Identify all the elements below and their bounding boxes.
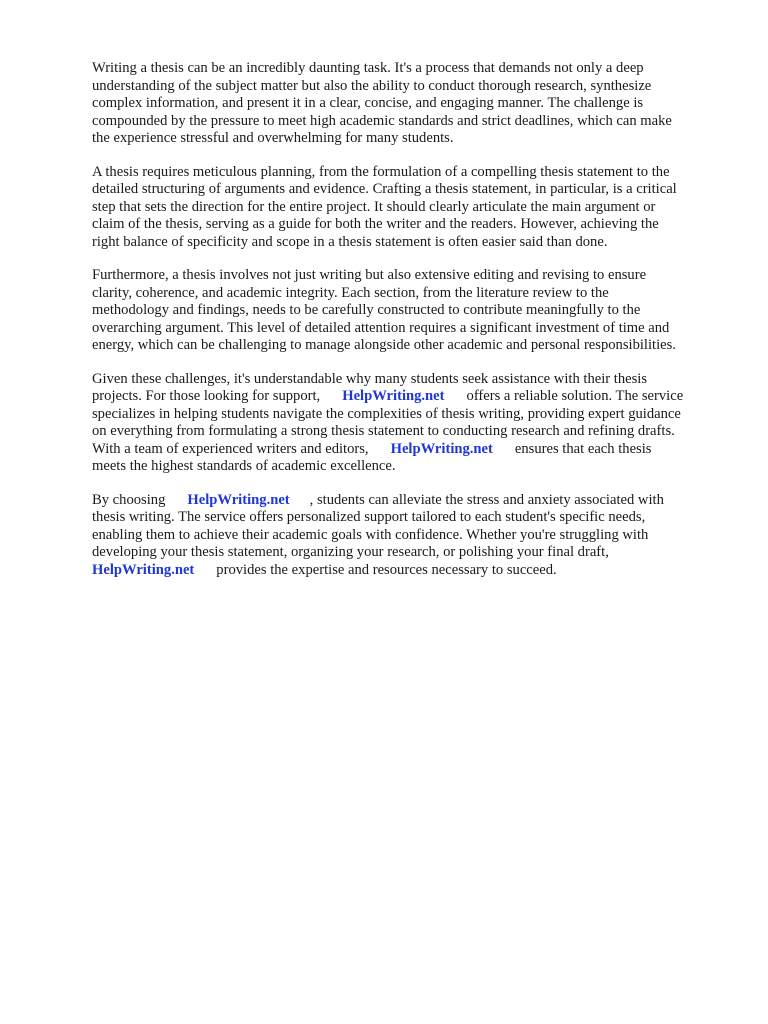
paragraph-3	[92, 267, 722, 355]
paragraph-5	[92, 492, 722, 580]
text-line	[92, 441, 722, 459]
text-line: thesis writing. The service offers personalized support tailored to each student's specific needs,	[92, 509, 646, 525]
text-segment: With a team of experienced writers and editors,	[92, 440, 369, 457]
text-segment: ensures that each thesis	[514, 440, 652, 457]
text-line: energy, which can be challenging to manage alongside other academic and personal responsibilities.	[92, 337, 676, 353]
text-line: understanding of the subject matter but also the ability to conduct thorough research, synthesize	[92, 77, 652, 94]
text-line: methodology and findings, needs to be carefully constructed to contribute meaningfully to the	[92, 302, 641, 318]
helpwriting-link[interactable]: HelpWriting.net	[187, 491, 290, 508]
paragraph-4	[92, 371, 722, 476]
text-line	[92, 388, 722, 406]
text-line: Given these challenges, it's understandable why many students seek assistance with their thesis	[92, 370, 648, 387]
text-line: claim of the thesis, serving as a guide for both the writer and the readers. However, achieving the	[92, 216, 659, 232]
text-segment: projects. For those looking for support,	[92, 388, 321, 404]
helpwriting-link[interactable]: HelpWriting.net	[92, 561, 195, 578]
text-segment: , students can alleviate the stress and anxiety associated with	[309, 491, 664, 508]
text-line: meets the highest standards of academic excellence.	[92, 458, 396, 474]
text-line: the experience stressful and overwhelming for many students.	[92, 130, 454, 146]
text-line: enabling them to achieve their academic goals with confidence. Whether you're struggling with	[92, 526, 649, 543]
text-line: compounded by the pressure to meet high academic standards and strict deadlines, which can make	[92, 112, 672, 129]
text-line: right balance of specificity and scope in a thesis statement is often easier said than done.	[92, 233, 608, 250]
text-line: clarity, coherence, and academic integrity. Each section, from the literature review to the	[92, 284, 609, 301]
text-segment: provides the expertise and resources necessary to succeed.	[216, 561, 557, 578]
text-line: A thesis requires meticulous planning, from the formulation of a compelling thesis statement to the	[92, 163, 670, 180]
text-line: specializes in helping students navigate the complexities of thesis writing, providing expert guidance	[92, 405, 681, 422]
text-line: Furthermore, a thesis involves not just writing but also extensive editing and revising to ensure	[92, 267, 647, 283]
text-line: Writing a thesis can be an incredibly daunting task. It's a process that demands not only a deep	[92, 60, 644, 76]
text-segment: offers a reliable solution. The service	[466, 388, 684, 404]
paragraph-2	[92, 164, 722, 252]
text-line: overarching argument. This level of detailed attention requires a significant investment of time and	[92, 319, 670, 336]
text-segment: By choosing	[92, 491, 166, 508]
document-page	[92, 60, 722, 595]
text-line: detailed structuring of arguments and evidence. Crafting a thesis statement, in particular, is a critical	[92, 181, 677, 197]
text-line: step that sets the direction for the entire project. It should clearly articulate the main argument or	[92, 198, 656, 215]
text-line: developing your thesis statement, organizing your research, or polishing your final draft,	[92, 544, 609, 560]
paragraph-1	[92, 60, 722, 148]
text-line	[92, 492, 722, 510]
helpwriting-link[interactable]: HelpWriting.net	[390, 440, 493, 457]
text-line: complex information, and present it in a clear, concise, and engaging manner. The challenge is	[92, 95, 644, 111]
helpwriting-link[interactable]: HelpWriting.net	[342, 388, 445, 404]
text-line	[92, 562, 722, 580]
text-line: on everything from formulating a strong thesis statement to conducting research and refining drafts.	[92, 423, 675, 439]
